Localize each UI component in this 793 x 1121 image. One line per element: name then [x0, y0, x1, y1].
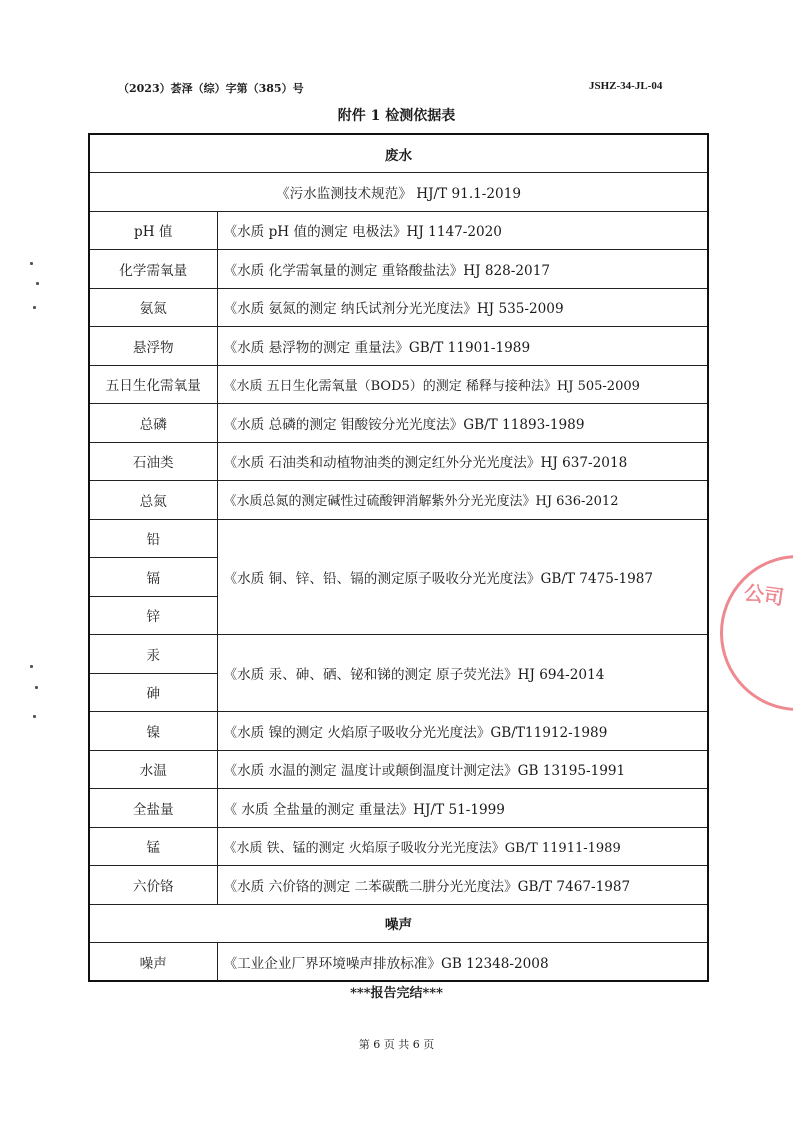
item-cell: 汞	[89, 635, 217, 674]
scan-speck	[30, 262, 33, 265]
table-row	[89, 750, 708, 789]
scan-speck	[33, 306, 36, 309]
item-cell: 总氮	[89, 481, 217, 520]
general-standard-row	[89, 173, 708, 212]
standard-cell: 《水质总氮的测定碱性过硫酸钾消解紫外分光光度法》HJ 636-2012	[217, 481, 708, 520]
page-number: 第 6 页 共 6 页	[358, 1038, 435, 1051]
standard-cell: 《 水质 全盐量的测定 重量法》HJ/T 51-1999	[217, 789, 708, 828]
standard-cell: 《水质 五日生化需氧量（BOD5）的测定 稀释与接种法》HJ 505-2009	[217, 365, 708, 404]
table-row	[89, 943, 708, 982]
table-row	[89, 365, 708, 404]
item-cell: 水温	[89, 750, 217, 789]
scan-speck	[33, 715, 36, 718]
standard-cell: 《水质 水温的测定 温度计或颠倒温度计测定法》GB 13195-1991	[217, 750, 708, 789]
item-cell: 砷	[89, 673, 217, 712]
standard-cell: 《水质 石油类和动植物油类的测定红外分光光度法》HJ 637-2018	[217, 442, 708, 481]
section-title-wastewater: 废水	[89, 134, 708, 173]
page-title: 附件 1 检测依据表	[337, 108, 456, 124]
table-row	[89, 442, 708, 481]
section-row-noise	[89, 904, 708, 943]
standard-cell: 《工业企业厂界环境噪声排放标准》GB 12348-2008	[217, 943, 708, 982]
section-row-wastewater	[89, 134, 708, 173]
item-cell: 锌	[89, 596, 217, 635]
general-standard: 《污水监测技术规范》 HJ/T 91.1-2019	[89, 173, 708, 212]
company-seal-text: 公司	[742, 580, 786, 610]
basis-table	[88, 133, 709, 982]
table-row	[89, 211, 708, 250]
item-cell: 噪声	[89, 943, 217, 982]
form-code: JSHZ-34-JL-04	[589, 80, 663, 92]
table-row	[89, 288, 708, 327]
table-row	[89, 635, 708, 674]
table-row	[89, 789, 708, 828]
item-cell: 全盐量	[89, 789, 217, 828]
standard-cell: 《水质 镍的测定 火焰原子吸收分光光度法》GB/T11912-1989	[217, 712, 708, 751]
scan-speck	[36, 282, 39, 285]
standard-cell: 《水质 总磷的测定 钼酸铵分光光度法》GB/T 11893-1989	[217, 404, 708, 443]
table-row	[89, 866, 708, 905]
standard-cell: 《水质 六价铬的测定 二苯碳酰二肼分光光度法》GB/T 7467-1987	[217, 866, 708, 905]
standard-cell: 《水质 氨氮的测定 纳氏试剂分光光度法》HJ 535-2009	[217, 288, 708, 327]
standard-cell: 《水质 铜、锌、铅、镉的测定原子吸收分光光度法》GB/T 7475-1987	[217, 519, 708, 635]
standard-cell: 《水质 pH 值的测定 电极法》HJ 1147-2020	[217, 211, 708, 250]
report-end-note: ***报告完结***	[350, 986, 443, 1001]
item-cell: 镍	[89, 712, 217, 751]
item-cell: 悬浮物	[89, 327, 217, 366]
item-cell: 总磷	[89, 404, 217, 443]
item-cell: 化学需氧量	[89, 250, 217, 289]
section-title-noise: 噪声	[89, 904, 708, 943]
item-cell: 铅	[89, 519, 217, 558]
table-row	[89, 827, 708, 866]
table-row	[89, 250, 708, 289]
table-row	[89, 519, 708, 558]
table-row	[89, 712, 708, 751]
standard-cell: 《水质 汞、砷、硒、铋和锑的测定 原子荧光法》HJ 694-2014	[217, 635, 708, 712]
standard-cell: 《水质 悬浮物的测定 重量法》GB/T 11901-1989	[217, 327, 708, 366]
item-cell: 镉	[89, 558, 217, 597]
table-row	[89, 327, 708, 366]
table-row	[89, 404, 708, 443]
scan-speck	[30, 665, 33, 668]
item-cell: pH 值	[89, 211, 217, 250]
item-cell: 石油类	[89, 442, 217, 481]
standard-cell: 《水质 化学需氧量的测定 重铬酸盐法》HJ 828-2017	[217, 250, 708, 289]
scan-speck	[35, 686, 38, 689]
standard-cell: 《水质 铁、锰的测定 火焰原子吸收分光光度法》GB/T 11911-1989	[217, 827, 708, 866]
item-cell: 五日生化需氧量	[89, 365, 217, 404]
item-cell: 六价铬	[89, 866, 217, 905]
report-number: （2023）荟泽（综）字第（385）号	[118, 82, 304, 95]
item-cell: 氨氮	[89, 288, 217, 327]
item-cell: 锰	[89, 827, 217, 866]
table-row	[89, 481, 708, 520]
